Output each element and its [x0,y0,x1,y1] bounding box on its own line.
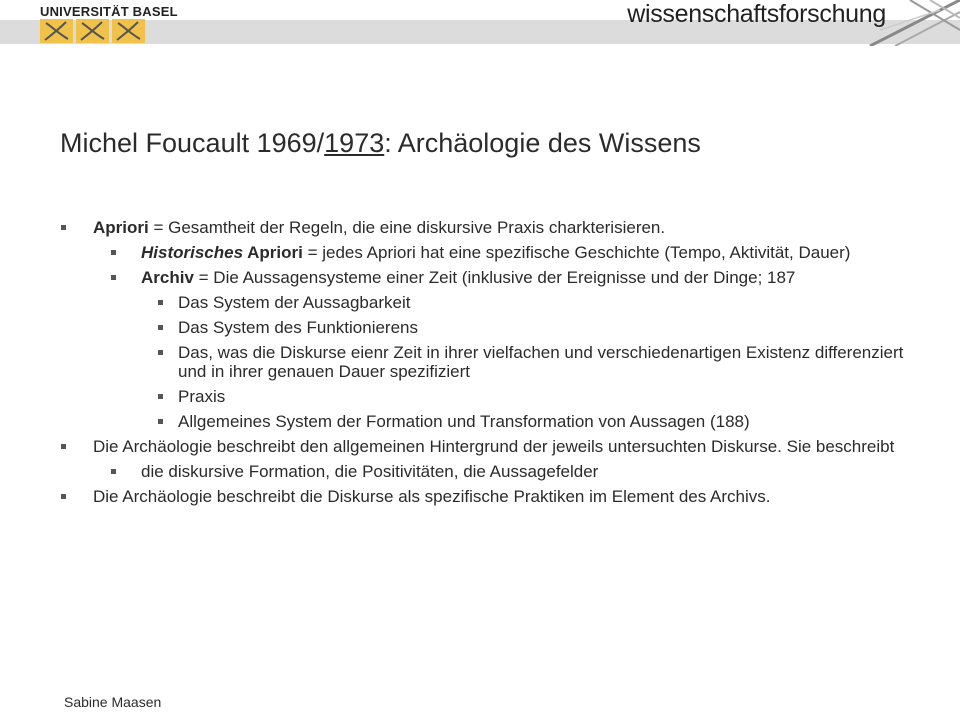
bullet-icon [111,250,116,255]
bullet-icon [61,494,66,499]
list-item [60,293,920,312]
list-item [60,487,920,506]
bullet-icon [158,419,163,424]
university-name: UNIVERSITÄT BASEL [40,4,178,19]
bullet-icon [158,350,163,355]
footer-author: Sabine Maasen [64,694,162,710]
item-text: Die Archäologie beschreibt den allgemeinen Hintergrund der jeweils untersuchten Diskurse. Sie beschreibt [93,437,895,456]
item-text: = jedes Apriori hat eine spezifische Geschichte (Tempo, Aktivität, Dauer) [302,243,851,262]
title-year-link[interactable]: 1973 [324,128,385,158]
brand-wordmark: wissenschaftsforschung [627,0,886,28]
slide-title [60,128,701,159]
item-text: Das System der Aussagbarkeit [178,293,411,312]
university-logo-tile-3 [112,19,145,43]
list-item [60,462,920,481]
bullet-list [60,218,920,512]
list-item [60,343,920,381]
term: Apriori [243,243,303,262]
bullet-icon [158,325,163,330]
bullet-icon [111,275,116,280]
item-text: Allgemeines System der Formation und Transformation von Aussagen (188) [178,412,750,431]
bullet-icon [158,300,163,305]
list-item [60,318,920,337]
bullet-icon [111,469,116,474]
term: Apriori [93,218,149,237]
item-text: Das, was die Diskurse eienr Zeit in ihrer vielfachen und verschiedenartigen Existenz differenziert und in ihrer genauen Dauer spezifiziert [178,343,904,381]
list-item [60,437,920,456]
term: Historisches [141,243,244,262]
brand-lines-graphic [850,0,960,51]
list-item [60,243,920,262]
item-text: Praxis [178,387,226,406]
bullet-icon [158,394,163,399]
item-text: Das System des Funktionierens [178,318,418,337]
item-text: = Die Aussagensysteme einer Zeit (inklusive der Ereignisse und der Dinge; 187 [193,268,796,287]
bullet-icon [61,225,66,230]
item-text: = Gesamtheit der Regeln, die eine diskursive Praxis charkterisieren. [148,218,666,237]
university-logo-tile-2 [76,19,109,43]
term: Archiv [141,268,194,287]
list-item [60,268,920,287]
list-item [60,412,920,431]
bullet-icon [61,444,66,449]
list-item [60,218,920,237]
title-text-rest: : Archäologie des Wissens [384,128,701,158]
item-text: Die Archäologie beschreibt die Diskurse als spezifische Praktiken im Element des Archivs. [93,487,771,506]
list-item [60,387,920,406]
university-logo-tile-1 [40,19,73,43]
item-text: die diskursive Formation, die Positivitäten, die Aussagefelder [141,462,599,481]
title-text: Michel Foucault 1969/ [60,128,325,158]
